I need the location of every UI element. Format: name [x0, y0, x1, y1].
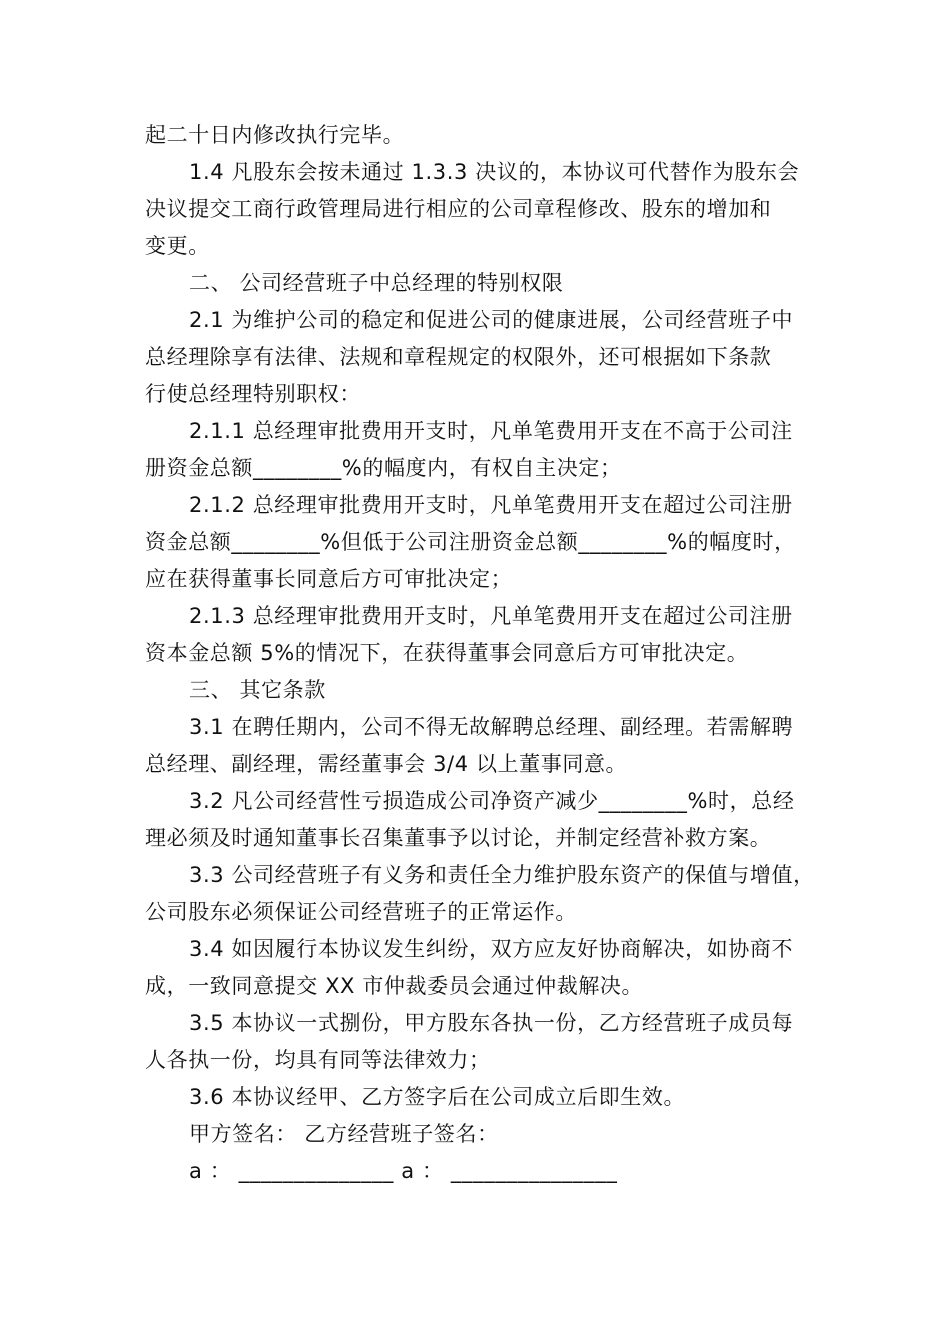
text-line: 资本金总额 5%的情况下，在获得董事会同意后方可审批决定。: [145, 641, 749, 665]
text-line: 1.4 凡股东会按未通过 1.3.3 决议的，本协议可代替作为股东会: [189, 160, 800, 184]
text-line: 理必须及时通知董事长召集董事予以讨论，并制定经营补救方案。: [145, 826, 772, 850]
text-line: 资金总额________%但低于公司注册资金总额________%的幅度时，: [145, 530, 796, 554]
text-line: 行使总经理特别职权：: [145, 382, 361, 406]
text-line: 成，一致同意提交 XX 市仲裁委员会通过仲裁解决。: [145, 974, 644, 998]
text-line: 应在获得董事长同意后方可审批决定；: [145, 567, 513, 591]
text-line: 起二十日内修改执行完毕。: [145, 123, 405, 147]
text-line: 3.1 在聘任期内，公司不得无故解聘总经理、副经理。若需解聘: [189, 715, 794, 739]
text-line: 变更。: [145, 234, 210, 258]
text-line: 2.1.2 总经理审批费用开支时，凡单笔费用开支在超过公司注册: [189, 493, 793, 517]
text-line: 人各执一份，均具有同等法律效力；: [145, 1048, 491, 1072]
text-line: 总经理除享有法律、法规和章程规定的权限外，还可根据如下条款: [145, 345, 772, 369]
text-line: 2.1.3 总经理审批费用开支时，凡单笔费用开支在超过公司注册: [189, 604, 793, 628]
text-line: 2.1 为维护公司的稳定和促进公司的健康进展，公司经营班子中: [189, 308, 794, 332]
text-line: 册资金总额________%的幅度内，有权自主决定；: [145, 456, 622, 480]
text-line: 3.2 凡公司经营性亏损造成公司净资产减少________%时，总经: [189, 789, 795, 813]
text-line: 3.4 如因履行本协议发生纠纷，双方应友好协商解决，如协商不: [189, 937, 794, 961]
text-line: 公司股东必须保证公司经营班子的正常运作。: [145, 900, 577, 924]
text-line: 2.1.1 总经理审批费用开支时，凡单笔费用开支在不高于公司注: [189, 419, 793, 443]
text-line: 3.6 本协议经甲、乙方签字后在公司成立后即生效。: [189, 1085, 686, 1109]
signature-lines: a ： ______________ a ： _______________: [189, 1159, 618, 1183]
section-heading: 二、 公司经营班子中总经理的特别权限: [189, 271, 564, 295]
signature-labels: 甲方签名： 乙方经营班子签名：: [189, 1122, 499, 1146]
text-line: 3.3 公司经营班子有义务和责任全力维护股东资产的保值与增值，: [189, 863, 815, 887]
section-heading: 三、 其它条款: [189, 678, 326, 702]
text-line: 3.5 本协议一式捌份，甲方股东各执一份，乙方经营班子成员每: [189, 1011, 794, 1035]
text-line: 总经理、副经理，需经董事会 3/4 以上董事同意。: [145, 752, 628, 776]
document-body: [145, 117, 815, 1190]
text-line: 决议提交工商行政管理局进行相应的公司章程修改、股东的增加和: [145, 197, 772, 221]
